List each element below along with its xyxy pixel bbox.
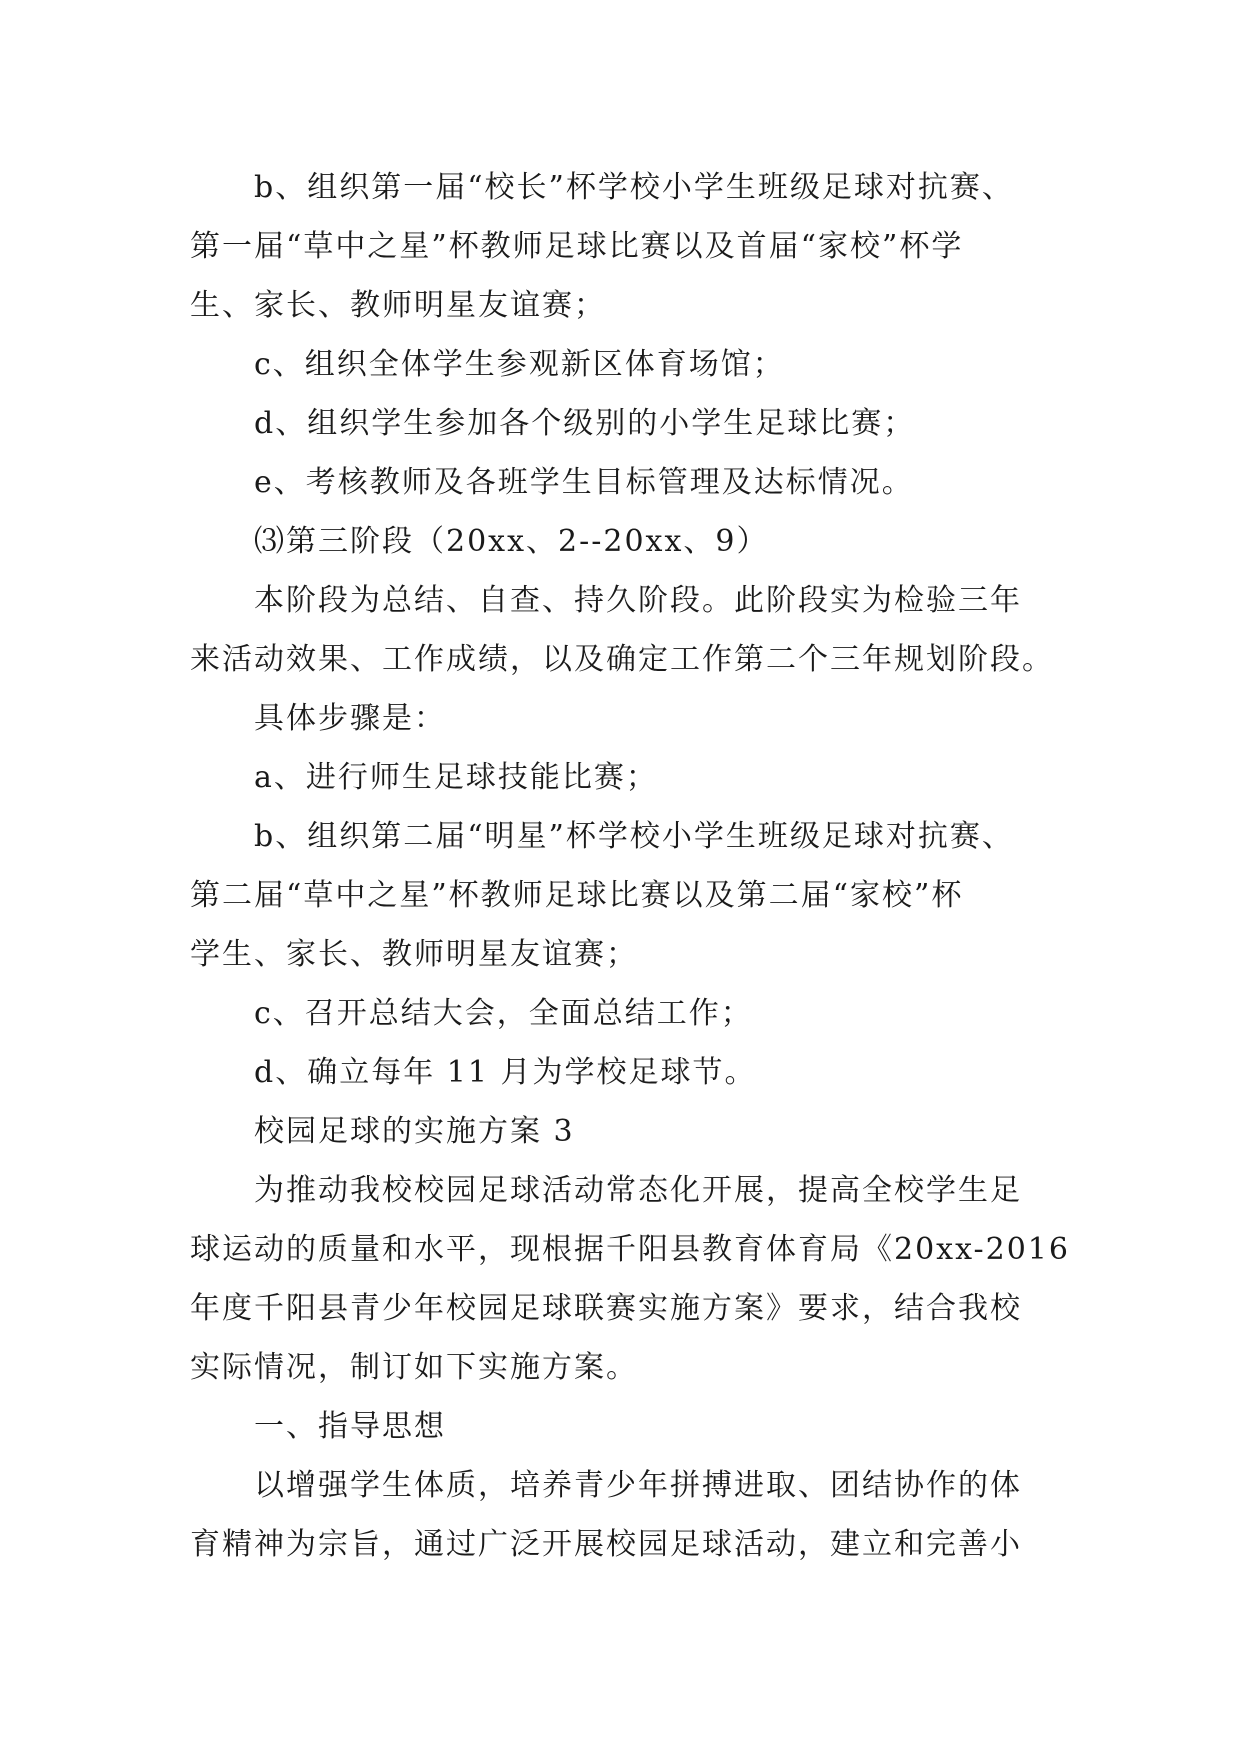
paragraph-stage3-step-b: [190, 807, 1080, 984]
text-line: 本阶段为总结、自查、持久阶段。此阶段实为检验三年: [254, 583, 1022, 618]
document-body: [190, 158, 1080, 1574]
text-line: 为推动我校校园足球活动常态化开展，提高全校学生足: [254, 1173, 1022, 1208]
text-line: d、确立每年 11 月为学校足球节。: [254, 1055, 757, 1090]
text-line: 一、指导思想: [254, 1409, 446, 1444]
text-line: b、组织第一届“校长”杯学校小学生班级足球对抗赛、: [254, 170, 1014, 205]
text-line: b、组织第二届“明星”杯学校小学生班级足球对抗赛、: [254, 819, 1014, 854]
text-line: 育精神为宗旨，通过广泛开展校园足球活动，建立和完善小: [190, 1527, 1022, 1562]
text-line: c、组织全体学生参观新区体育场馆；: [254, 347, 785, 382]
heading-guiding-ideology: [190, 1397, 1080, 1456]
paragraph-guiding-ideology: [190, 1456, 1080, 1574]
text-line: 球运动的质量和水平，现根据千阳县教育体育局《20xx-2016: [190, 1232, 1070, 1267]
paragraph-stage3-step-a: [190, 748, 1080, 807]
text-line: 学生、家长、教师明星友谊赛；: [190, 937, 638, 972]
text-line: 校园足球的实施方案 3: [254, 1114, 575, 1149]
paragraph-stage3-step-d: [190, 1043, 1080, 1102]
paragraph-stage2-step-c: [190, 335, 1080, 394]
text-line: 来活动效果、工作成绩，以及确定工作第二个三年规划阶段。: [190, 642, 1054, 677]
paragraph-intro: [190, 1161, 1080, 1397]
paragraph-stage3-step-c: [190, 984, 1080, 1043]
text-line: e、考核教师及各班学生目标管理及达标情况。: [254, 465, 914, 500]
text-line: 实际情况，制订如下实施方案。: [190, 1350, 638, 1385]
text-line: 第一届“草中之星”杯教师足球比赛以及首届“家校”杯学: [190, 229, 964, 264]
text-line: d、组织学生参加各个级别的小学生足球比赛；: [254, 406, 916, 441]
text-line: ⑶第三阶段（20xx、2--20xx、9）: [254, 524, 769, 559]
paragraph-stage2-step-d: [190, 394, 1080, 453]
section-title: [190, 1102, 1080, 1161]
text-line: 具体步骤是：: [254, 701, 446, 736]
paragraph-stage3-summary: [190, 571, 1080, 689]
text-line: 生、家长、教师明星友谊赛；: [190, 288, 606, 323]
text-line: 第二届“草中之星”杯教师足球比赛以及第二届“家校”杯: [190, 878, 964, 913]
heading-stage3: [190, 512, 1080, 571]
text-line: 以增强学生体质，培养青少年拼搏进取、团结协作的体: [254, 1468, 1022, 1503]
paragraph-stage2-step-e: [190, 453, 1080, 512]
paragraph-stage2-step-b: [190, 158, 1080, 335]
paragraph-steps-intro: [190, 689, 1080, 748]
text-line: a、进行师生足球技能比赛；: [254, 760, 658, 795]
text-line: c、召开总结大会，全面总结工作；: [254, 996, 753, 1031]
text-line: 年度千阳县青少年校园足球联赛实施方案》要求，结合我校: [190, 1291, 1022, 1326]
